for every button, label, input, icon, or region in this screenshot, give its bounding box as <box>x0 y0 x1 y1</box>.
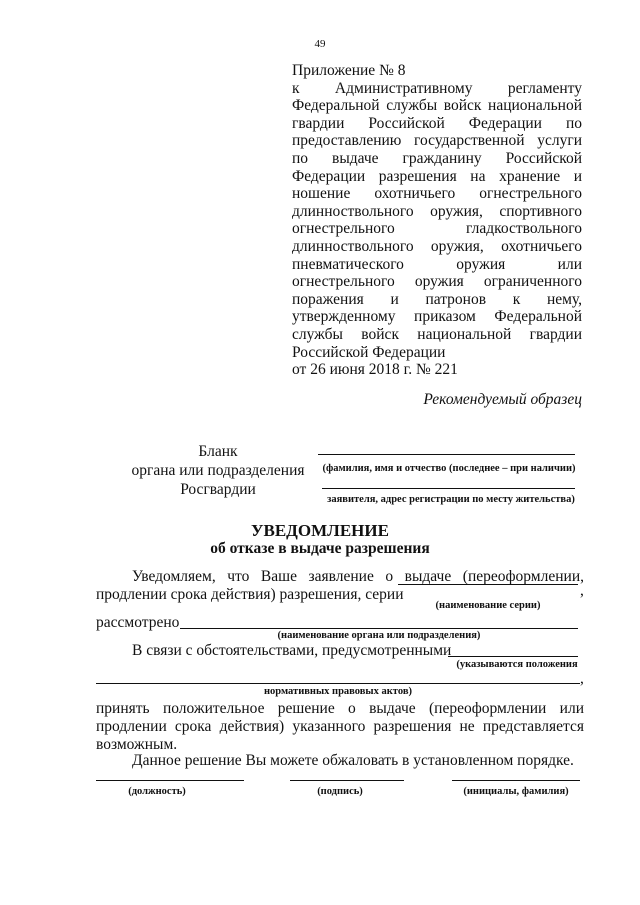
recipient-name-caption: (фамилия, имя и отчество (последнее – при наличии) <box>322 463 576 474</box>
letterhead-line-1: Бланк <box>198 443 238 460</box>
appendix-body: к Административному регламенту Федеральной службы войск национальной гвардии Российской Федерации по предоставлению государственной услуги по выдаче гражданину Российской Федерации разрешения на хранение и ношение охотничьего огнестрельного длинноствольного оружия, спортивного огнестрельного гладкоствольного длинноствольного оружия, охотничьего пневматического оружия или огнестрельного оружия ограниченного поражения и патронов к нему, утвержденному приказом Федеральной службы войск национальной гвардии Российской Федерации <box>292 79 582 361</box>
organ-caption: (наименование органа или подразделения) <box>277 630 481 641</box>
appendix-block <box>292 62 582 379</box>
letterhead-line-2: органа или подразделения <box>131 462 305 479</box>
initials-caption: (инициалы, фамилия) <box>463 786 569 797</box>
recipient-address-caption: заявителя, адрес регистрации по месту жительства) <box>327 494 575 505</box>
signature-line[interactable] <box>290 780 404 781</box>
notice-paragraph-2: принять положительное решение о выдаче (переоформлении или продлении срока действия) указанного разрешения не представляется возможным. <box>96 700 584 753</box>
letterhead-line-3: Росгвардии <box>180 481 256 498</box>
letterhead-block <box>118 442 318 499</box>
page-number: 49 <box>314 38 326 50</box>
series-line[interactable] <box>398 584 578 585</box>
considered-label: рассмотрено <box>96 614 180 631</box>
acts-line[interactable] <box>96 683 580 684</box>
appendix-title: Приложение № 8 <box>292 62 406 79</box>
recipient-address-line[interactable] <box>322 488 575 489</box>
organ-line[interactable] <box>180 628 578 629</box>
acts-caption: нормативных правовых актов) <box>264 686 412 697</box>
provisions-line[interactable] <box>448 656 578 657</box>
appeal-paragraph: Данное решение Вы можете обжаловать в установленном порядке. <box>132 752 574 769</box>
series-comma: , <box>580 582 584 599</box>
signature-caption: (подпись) <box>317 786 363 797</box>
appendix-date: от 26 июня 2018 г. № 221 <box>292 361 458 379</box>
initials-line[interactable] <box>452 780 580 781</box>
circumstances-label: В связи с обстоятельствами, предусмотренными <box>132 642 452 659</box>
position-line[interactable] <box>96 780 244 781</box>
provisions-caption: (указываются положения <box>456 659 578 670</box>
acts-comma: , <box>580 670 584 687</box>
recommended-sample-label: Рекомендуемый образец <box>423 391 582 408</box>
notice-paragraph-1: Уведомляем, что Ваше заявление о выдаче (переоформлении, продлении срока действия) разрешения, серии <box>96 568 584 603</box>
notice-title: УВЕДОМЛЕНИЕ <box>251 521 389 540</box>
recipient-name-line[interactable] <box>318 454 575 455</box>
position-caption: (должность) <box>128 786 186 797</box>
notice-subtitle: об отказе в выдаче разрешения <box>210 540 430 557</box>
series-caption: (наименование серии) <box>435 600 541 611</box>
